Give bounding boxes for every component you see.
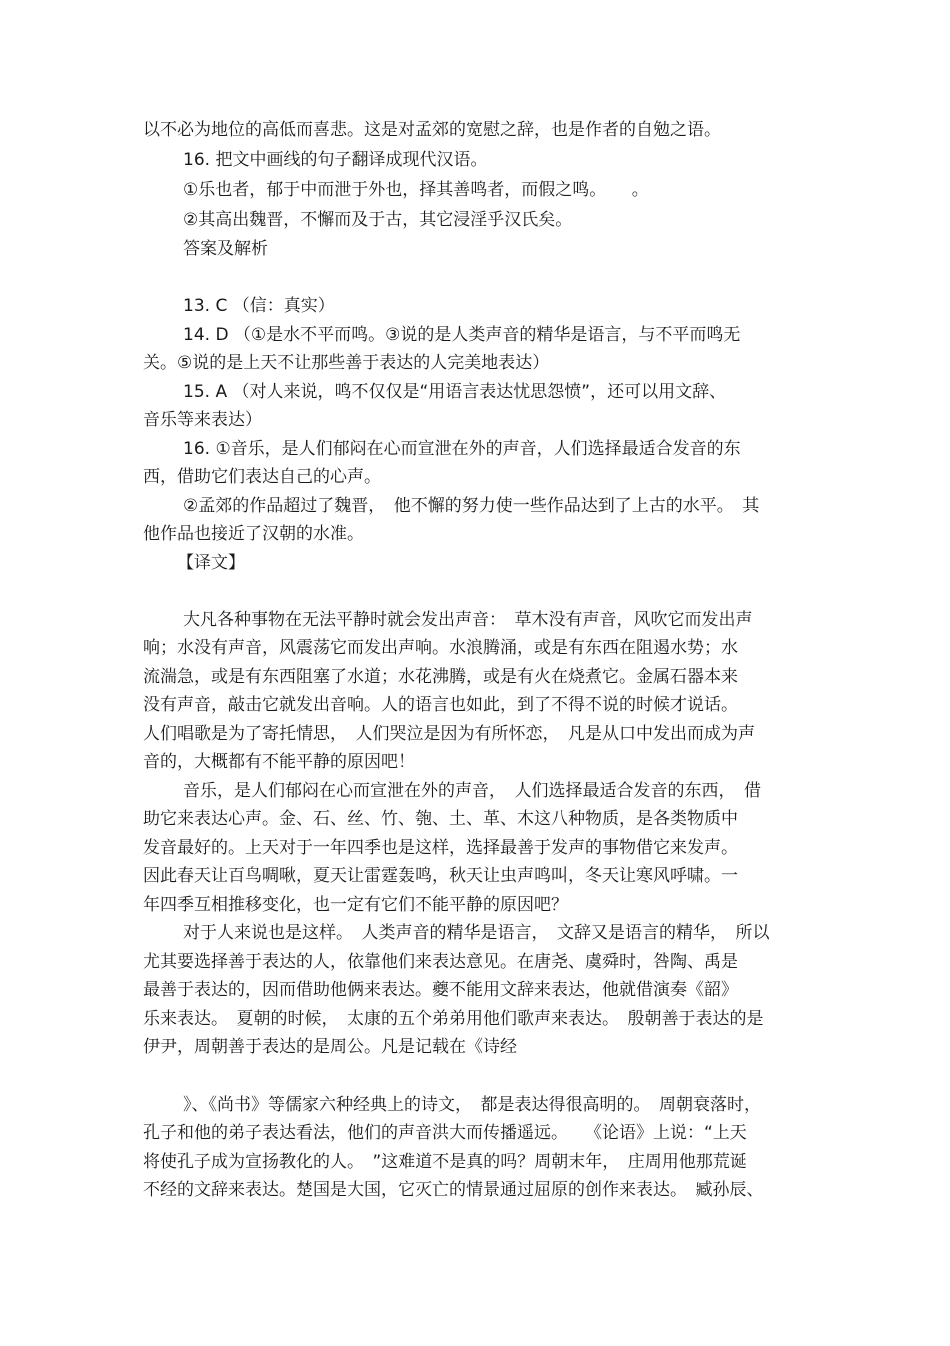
translation-p3-line-3: 最善于表达的，因而借助他俩来表达。夔不能用文辞来表达，他就借演奏《韶》: [143, 980, 738, 1000]
translation-p3-line-5: 伊尹，周朝善于表达的是周公。凡是记载在《诗经: [143, 1037, 517, 1057]
translation-p4-line-2: 孔子和他的弟子表达看法，他们的声音洪大而传播遥远。 《论语》上说：“上天: [143, 1123, 747, 1143]
translation-p1-line-3: 流湍急，或是有东西阻塞了水道；水花沸腾，或是有火在烧煮它。金属石器本来: [143, 667, 738, 687]
translation-p3-line-2: 尤其要选择善于表达的人，依靠他们来表达意见。在唐尧、虞舜时，咎陶、禹是: [143, 952, 738, 972]
translation-p4-line-1: 》、《尚书》等儒家六种经典上的诗文， 都是表达得很高明的。 周朝衰落时，: [183, 1095, 761, 1115]
translation-p1-line-1: 大凡各种事物在无法平静时就会发出声音： 草木没有声音，风吹它而发出声: [183, 610, 753, 630]
answer-16-line-2: 西，借助它们表达自己的心声。: [143, 467, 381, 487]
answer-14-line-1: 14. D （①是水不平而鸣。③说的是人类声音的精华是语言，与不平而鸣无: [183, 325, 741, 345]
translation-p2-line-5: 年四季互相推移变化，也一定有它们不能平静的原因吧？: [143, 895, 568, 915]
translation-heading: 【译文】: [177, 553, 245, 573]
translation-p1-line-6: 音的，大概都有不能平静的原因吧！: [143, 752, 415, 772]
answer-14-line-2: 关。⑤说的是上天不让那些善于表达的人完美地表达）: [143, 353, 550, 373]
translation-p3-line-1: 对于人来说也是这样。 人类声音的精华是语言， 文辞又是语言的精华， 所以: [183, 923, 770, 943]
answer-16-line-1: 16. ①音乐，是人们郁闷在心而宣泄在外的声音，人们选择最适合发音的东: [183, 439, 741, 459]
translation-p4-line-4: 不经的文辞来表达。楚国是大国，它灭亡的情景通过屈原的创作来表达。 臧孙辰、: [143, 1180, 764, 1200]
text-line: 以不必为地位的高低而喜悲。这是对孟郊的宽慰之辞，也是作者的自勉之语。: [143, 120, 721, 140]
translation-p2-line-1: 音乐，是人们郁闷在心而宣泄在外的声音， 人们选择最适合发音的东西， 借: [183, 781, 761, 801]
answer-15-line-2: 音乐等来表达）: [143, 410, 262, 430]
question-16-sentence-2: ②其高出魏晋，不懈而及于古，其它浸淫乎汉氏矣。: [183, 210, 573, 230]
answer-15-line-1: 15. A （对人来说，鸣不仅仅是“用语言表达忧思怨愤”，还可以用文辞、: [183, 382, 727, 402]
answer-heading: 答案及解析: [183, 239, 268, 259]
translation-p1-line-5: 人们唱歌是为了寄托情思， 人们哭泣是因为有所怀恋， 凡是从口中发出而成为声: [143, 724, 755, 744]
answer-16-line-3: ②孟郊的作品超过了魏晋， 他不懈的努力使一些作品达到了上古的水平。 其: [183, 496, 760, 516]
translation-p1-line-4: 没有声音，敲击它就发出音响。人的语言也如此，到了不得不说的时候才说话。: [143, 695, 738, 715]
translation-p2-line-4: 因此春天让百鸟啁啾，夏天让雷霆轰鸣，秋天让虫声鸣叫，冬天让寒风呼啸。一: [143, 866, 738, 886]
translation-p2-line-3: 发音最好的。上天对于一年四季也是这样，选择最善于发声的事物借它来发声。: [143, 838, 738, 858]
question-16-sentence-1: ①乐也者，郁于中而泄于外也，择其善鸣者，而假之鸣。 。: [183, 180, 649, 200]
question-16: 16. 把文中画线的句子翻译成现代汉语。: [183, 150, 488, 170]
translation-p1-line-2: 响；水没有声音，风震荡它而发出声响。水浪腾涌，或是有东西在阻遏水势；水: [143, 638, 738, 658]
answer-13: 13. C （信：真实）: [183, 296, 335, 316]
translation-p4-line-3: 将使孔子成为宣扬教化的人。 ”这难道不是真的吗？周朝末年， 庄周用他那荒诞: [143, 1152, 747, 1172]
translation-p2-line-2: 助它来表达心声。金、石、丝、竹、匏、土、革、木这八种物质，是各类物质中: [143, 809, 738, 829]
answer-16-line-4: 他作品也接近了汉朝的水准。: [143, 524, 364, 544]
translation-p3-line-4: 乐来表达。 夏朝的时候， 太康的五个弟弟用他们歌声来表达。 殷朝善于表达的是: [143, 1009, 764, 1029]
